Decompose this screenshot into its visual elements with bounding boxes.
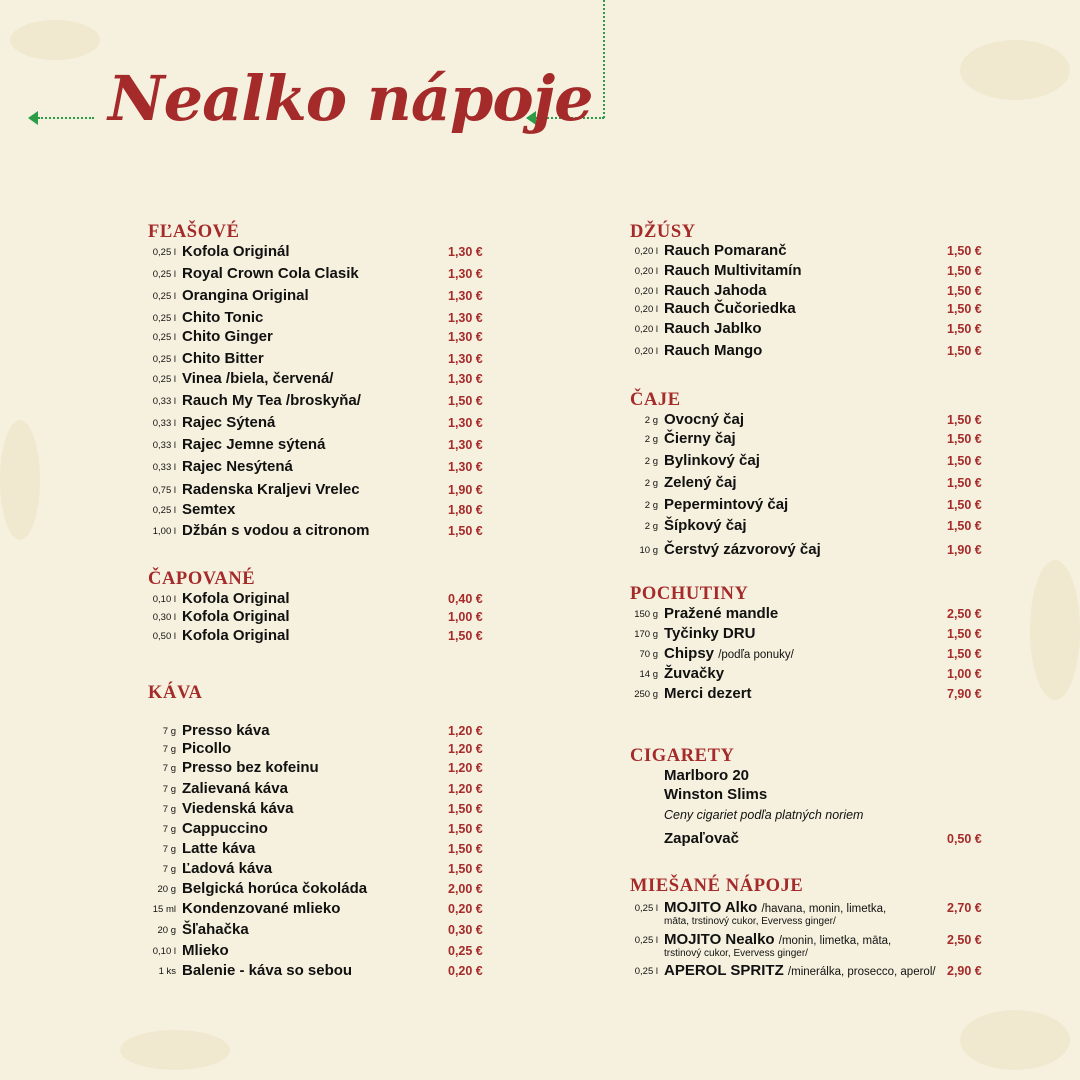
- item-price: 1,50 €: [947, 244, 982, 258]
- item-name-text: Rajec Jemne sýtená: [182, 436, 326, 453]
- item-name-text: Kofola Original: [182, 627, 290, 644]
- item-name-text: Belgická horúca čokoláda: [182, 880, 368, 897]
- item-name-text: Pražené mandle: [664, 605, 779, 622]
- item-name-text: Vinea /biela, červená/: [182, 370, 334, 387]
- dotted-line-left: [38, 117, 94, 119]
- item-quantity: 15 ml: [152, 904, 176, 915]
- item-name: [182, 820, 268, 837]
- item-price: 1,50 €: [947, 264, 982, 278]
- item-quantity: 0,33 l: [152, 418, 176, 429]
- item-name: [182, 590, 290, 607]
- background-texture: [1030, 560, 1080, 700]
- item-name: [182, 880, 367, 897]
- item-quantity: 0,25 l: [634, 935, 658, 946]
- item-name-text: Pepermintový čaj: [664, 496, 789, 513]
- item-quantity: 20 g: [157, 884, 176, 895]
- item-quantity: 0,25 l: [152, 247, 176, 258]
- section-title-flasove: FĽAŠOVÉ: [148, 222, 240, 242]
- item-name-text: Kofola Original: [182, 608, 290, 625]
- item-quantity: 0,20 l: [634, 304, 658, 315]
- item-name-text: Merci dezert: [664, 685, 752, 702]
- item-name-text: Kofola Originál: [182, 243, 290, 260]
- item-name: [182, 800, 293, 817]
- item-name: [664, 342, 762, 359]
- item-price: 1,50 €: [947, 476, 982, 490]
- page-title: Nealko nápoje: [108, 62, 593, 135]
- item-name: [664, 496, 788, 513]
- item-quantity: 7 g: [162, 726, 176, 737]
- left-arrow-icon: [28, 111, 38, 125]
- item-quantity: 7 g: [162, 864, 176, 875]
- item-quantity: 0,33 l: [152, 462, 176, 473]
- item-name: [182, 627, 290, 644]
- item-price: 0,20 €: [448, 964, 483, 978]
- item-quantity: 0,20 l: [634, 346, 658, 357]
- item-description: /podľa ponuky/: [718, 649, 794, 661]
- item-name: [182, 921, 249, 938]
- item-price: 1,50 €: [448, 394, 483, 408]
- item-name-text: Chipsy: [664, 645, 715, 662]
- item-name: Winston Slims: [664, 786, 768, 803]
- item-quantity: 2 g: [644, 456, 658, 467]
- item-quantity: 0,75 l: [152, 485, 176, 496]
- item-price: 1,30 €: [448, 289, 483, 303]
- item-name: [182, 481, 360, 498]
- item-quantity: 0,25 l: [152, 269, 176, 280]
- item-name-text: Viedenská káva: [182, 800, 294, 817]
- item-name: [182, 370, 333, 387]
- item-name-text: Kondenzované mlieko: [182, 900, 341, 917]
- item-name-text: Rauch My Tea /broskyňa/: [182, 392, 361, 409]
- item-quantity: 0,20 l: [634, 286, 658, 297]
- section-title-capovane: ČAPOVANÉ: [148, 569, 256, 589]
- item-quantity: 250 g: [634, 689, 658, 700]
- item-name: [664, 430, 736, 447]
- item-name-text: Mlieko: [182, 942, 229, 959]
- section-title-caje: ČAJE: [630, 390, 681, 410]
- item-quantity: 0,33 l: [152, 440, 176, 451]
- item-name: [182, 287, 309, 304]
- item-quantity: 70 g: [639, 649, 658, 660]
- item-price: 1,50 €: [947, 627, 982, 641]
- item-quantity: 1,00 l: [152, 526, 176, 537]
- item-name: [182, 414, 275, 431]
- item-name: [664, 899, 886, 916]
- item-name: [664, 665, 724, 682]
- item-price: 2,00 €: [448, 882, 483, 896]
- background-texture: [960, 1010, 1070, 1070]
- item-price: 2,70 €: [947, 901, 982, 915]
- item-price: 1,00 €: [448, 610, 483, 624]
- item-quantity: 7 g: [162, 804, 176, 815]
- background-texture: [960, 40, 1070, 100]
- item-name-text: Bylinkový čaj: [664, 452, 760, 469]
- item-price: 0,30 €: [448, 923, 483, 937]
- item-price: 7,90 €: [947, 687, 982, 701]
- item-quantity: 0,25 l: [634, 903, 658, 914]
- item-quantity: 0,25 l: [152, 291, 176, 302]
- item-name-text: Royal Crown Cola Clasik: [182, 265, 359, 282]
- item-quantity: 2 g: [644, 415, 658, 426]
- item-price: 1,30 €: [448, 372, 483, 386]
- item-name: [664, 931, 891, 948]
- item-name-text: Rajec Sýtená: [182, 414, 276, 431]
- item-name: [182, 722, 270, 739]
- item-name: [664, 452, 760, 469]
- item-name: [182, 900, 340, 917]
- item-quantity: 2 g: [644, 521, 658, 532]
- item-price: 1,20 €: [448, 782, 483, 796]
- item-name-text: Chito Ginger: [182, 328, 273, 345]
- item-name-text: Džbán s vodou a citronom: [182, 522, 370, 539]
- item-price: 0,20 €: [448, 902, 483, 916]
- item-name: [664, 300, 796, 317]
- item-name-text: Chito Bitter: [182, 350, 264, 367]
- section-title-pochutiny: POCHUTINY: [630, 584, 749, 604]
- item-price: 1,50 €: [947, 284, 982, 298]
- item-name-text: Rauch Jablko: [664, 320, 762, 337]
- item-price: 2,50 €: [947, 607, 982, 621]
- item-price: 1,50 €: [947, 432, 982, 446]
- item-name-text: Chito Tonic: [182, 309, 264, 326]
- item-name: [182, 243, 290, 260]
- item-name-text: Tyčinky DRU: [664, 625, 756, 642]
- section-title-kava: KÁVA: [148, 683, 203, 703]
- item-name-text: Rauch Pomaranč: [664, 242, 787, 259]
- background-texture: [10, 20, 100, 60]
- item-name: Zapaľovač: [664, 830, 739, 847]
- item-quantity: 7 g: [162, 744, 176, 755]
- item-price: 1,20 €: [448, 742, 483, 756]
- item-price: 1,90 €: [448, 483, 483, 497]
- item-name: [664, 262, 802, 279]
- item-price: 1,80 €: [448, 503, 483, 517]
- item-quantity: 170 g: [634, 629, 658, 640]
- item-name: [182, 501, 235, 518]
- item-price: 1,50 €: [947, 344, 982, 358]
- item-name: [664, 685, 752, 702]
- item-name: [182, 740, 231, 757]
- item-price: 1,30 €: [448, 330, 483, 344]
- item-quantity: 14 g: [639, 669, 658, 680]
- item-quantity: 10 g: [639, 545, 658, 556]
- item-price: 1,90 €: [947, 543, 982, 557]
- item-name: [182, 309, 263, 326]
- item-quantity: 20 g: [157, 925, 176, 936]
- item-name-text: Šípkový čaj: [664, 517, 747, 534]
- item-quantity: 2 g: [644, 500, 658, 511]
- item-name: [182, 436, 325, 453]
- item-name: [182, 608, 290, 625]
- item-quantity: 0,25 l: [152, 332, 176, 343]
- item-price: 1,30 €: [448, 438, 483, 452]
- item-name: [182, 840, 255, 857]
- item-quantity: 0,10 l: [152, 946, 176, 957]
- item-name-text: Ovocný čaj: [664, 411, 745, 428]
- item-price: 1,50 €: [947, 498, 982, 512]
- item-price: 1,50 €: [947, 413, 982, 427]
- item-name: [182, 942, 229, 959]
- item-name: [664, 282, 767, 299]
- item-name: [182, 458, 293, 475]
- item-name: [664, 517, 747, 534]
- section-title-cigarety: CIGARETY: [630, 746, 735, 766]
- item-price: 1,50 €: [947, 302, 982, 316]
- item-price: 1,30 €: [448, 460, 483, 474]
- item-name-text: Presso káva: [182, 722, 270, 739]
- item-quantity: 7 g: [162, 844, 176, 855]
- item-name: [182, 780, 288, 797]
- background-texture: [120, 1030, 230, 1070]
- item-name-text: Rauch Jahoda: [664, 282, 767, 299]
- item-quantity: 0,30 l: [152, 612, 176, 623]
- item-quantity: 150 g: [634, 609, 658, 620]
- item-price: 1,50 €: [448, 629, 483, 643]
- item-description-line2: trstinový cukor, Evervess ginger/: [664, 948, 808, 959]
- item-name-text: Cappuccino: [182, 820, 268, 837]
- item-name-text: Radenska Kraljevi Vrelec: [182, 481, 360, 498]
- item-quantity: 1 ks: [158, 966, 176, 977]
- item-name-text: Ľadová káva: [182, 860, 273, 877]
- item-price: 1,30 €: [448, 311, 483, 325]
- item-name: [664, 242, 787, 259]
- item-name: [182, 350, 264, 367]
- item-name: [664, 645, 794, 662]
- item-name: [664, 605, 778, 622]
- item-name-text: MOJITO Alko: [664, 899, 758, 916]
- background-texture: [0, 420, 40, 540]
- item-price: 1,50 €: [947, 454, 982, 468]
- item-quantity: 7 g: [162, 763, 176, 774]
- item-name-text: APEROL SPRITZ: [664, 962, 784, 979]
- item-price: 1,00 €: [947, 667, 982, 681]
- item-name-text: Kofola Original: [182, 590, 290, 607]
- item-name-text: Picollo: [182, 740, 232, 757]
- item-name: [664, 541, 821, 558]
- item-price: 2,50 €: [947, 933, 982, 947]
- item-name-text: Zalievaná káva: [182, 780, 288, 797]
- dotted-line-vertical: [603, 0, 605, 118]
- item-name-text: Presso bez kofeinu: [182, 759, 319, 776]
- item-quantity: 0,20 l: [634, 246, 658, 257]
- item-description: /havana, monin, limetka,: [761, 903, 887, 915]
- item-name: [182, 392, 361, 409]
- item-name-text: MOJITO Nealko: [664, 931, 775, 948]
- item-price: 2,90 €: [947, 964, 982, 978]
- item-price: 1,50 €: [448, 822, 483, 836]
- item-name-text: Rauch Multivitamín: [664, 262, 802, 279]
- item-name: [664, 320, 762, 337]
- item-name: [182, 759, 319, 776]
- item-name-text: Rauch Čučoriedka: [664, 300, 796, 317]
- item-name-text: Čierny čaj: [664, 430, 736, 447]
- item-name-text: Rauch Mango: [664, 342, 763, 359]
- item-name: [664, 411, 744, 428]
- cigarety-note: Ceny cigariet podľa platných noriem: [664, 808, 864, 822]
- item-quantity: 0,25 l: [152, 374, 176, 385]
- item-price: 1,50 €: [448, 802, 483, 816]
- item-quantity: 0,33 l: [152, 396, 176, 407]
- item-quantity: 2 g: [644, 478, 658, 489]
- item-name: [182, 265, 359, 282]
- item-name-text: Latte káva: [182, 840, 256, 857]
- item-name: [182, 962, 352, 979]
- item-name-text: Zelený čaj: [664, 474, 737, 491]
- item-quantity: 2 g: [644, 434, 658, 445]
- item-price: 1,50 €: [448, 842, 483, 856]
- section-title-dzusy: DŽÚSY: [630, 222, 696, 242]
- item-price: 1,30 €: [448, 416, 483, 430]
- section-title-miesane: MIEŠANÉ NÁPOJE: [630, 876, 804, 896]
- item-description-line2: māta, trstinový cukor, Evervess ginger/: [664, 916, 836, 927]
- item-quantity: 0,25 l: [152, 313, 176, 324]
- item-price: 1,50 €: [448, 524, 483, 538]
- item-price: 1,30 €: [448, 267, 483, 281]
- item-description: /minerálka, prosecco, aperol/: [787, 966, 936, 978]
- item-quantity: 0,20 l: [634, 324, 658, 335]
- item-price: 1,50 €: [947, 519, 982, 533]
- item-price: 1,30 €: [448, 352, 483, 366]
- item-quantity: 0,25 l: [152, 354, 176, 365]
- item-price: 1,30 €: [448, 245, 483, 259]
- item-name: Marlboro 20: [664, 767, 750, 784]
- item-name-text: Orangina Original: [182, 287, 309, 304]
- item-name-text: Rajec Nesýtená: [182, 458, 293, 475]
- item-quantity: 7 g: [162, 784, 176, 795]
- item-name-text: Semtex: [182, 501, 236, 518]
- item-description: /monin, limetka, māta,: [778, 935, 892, 947]
- item-name-text: Žuvačky: [664, 665, 725, 682]
- item-quantity: 0,10 l: [152, 594, 176, 605]
- item-price: 0,25 €: [448, 944, 483, 958]
- item-price: 1,50 €: [448, 862, 483, 876]
- item-name-text: Čerstvý zázvorový čaj: [664, 541, 821, 558]
- item-price: 0,40 €: [448, 592, 483, 606]
- item-name: [182, 522, 370, 539]
- item-price: 1,50 €: [947, 647, 982, 661]
- item-name-text: Balenie - káva so sebou: [182, 962, 353, 979]
- item-name: [182, 860, 272, 877]
- item-price: 1,20 €: [448, 724, 483, 738]
- item-name: [182, 328, 273, 345]
- item-name: [664, 625, 755, 642]
- item-price: 1,20 €: [448, 761, 483, 775]
- item-quantity: 0,50 l: [152, 631, 176, 642]
- item-quantity: 0,25 l: [152, 505, 176, 516]
- item-name: [664, 962, 936, 979]
- item-name: [664, 474, 737, 491]
- item-name-text: Šľahačka: [182, 921, 249, 938]
- item-quantity: 7 g: [162, 824, 176, 835]
- item-quantity: 0,25 l: [634, 966, 658, 977]
- item-quantity: 0,20 l: [634, 266, 658, 277]
- item-price: 1,50 €: [947, 322, 982, 336]
- item-price: 0,50 €: [947, 832, 982, 846]
